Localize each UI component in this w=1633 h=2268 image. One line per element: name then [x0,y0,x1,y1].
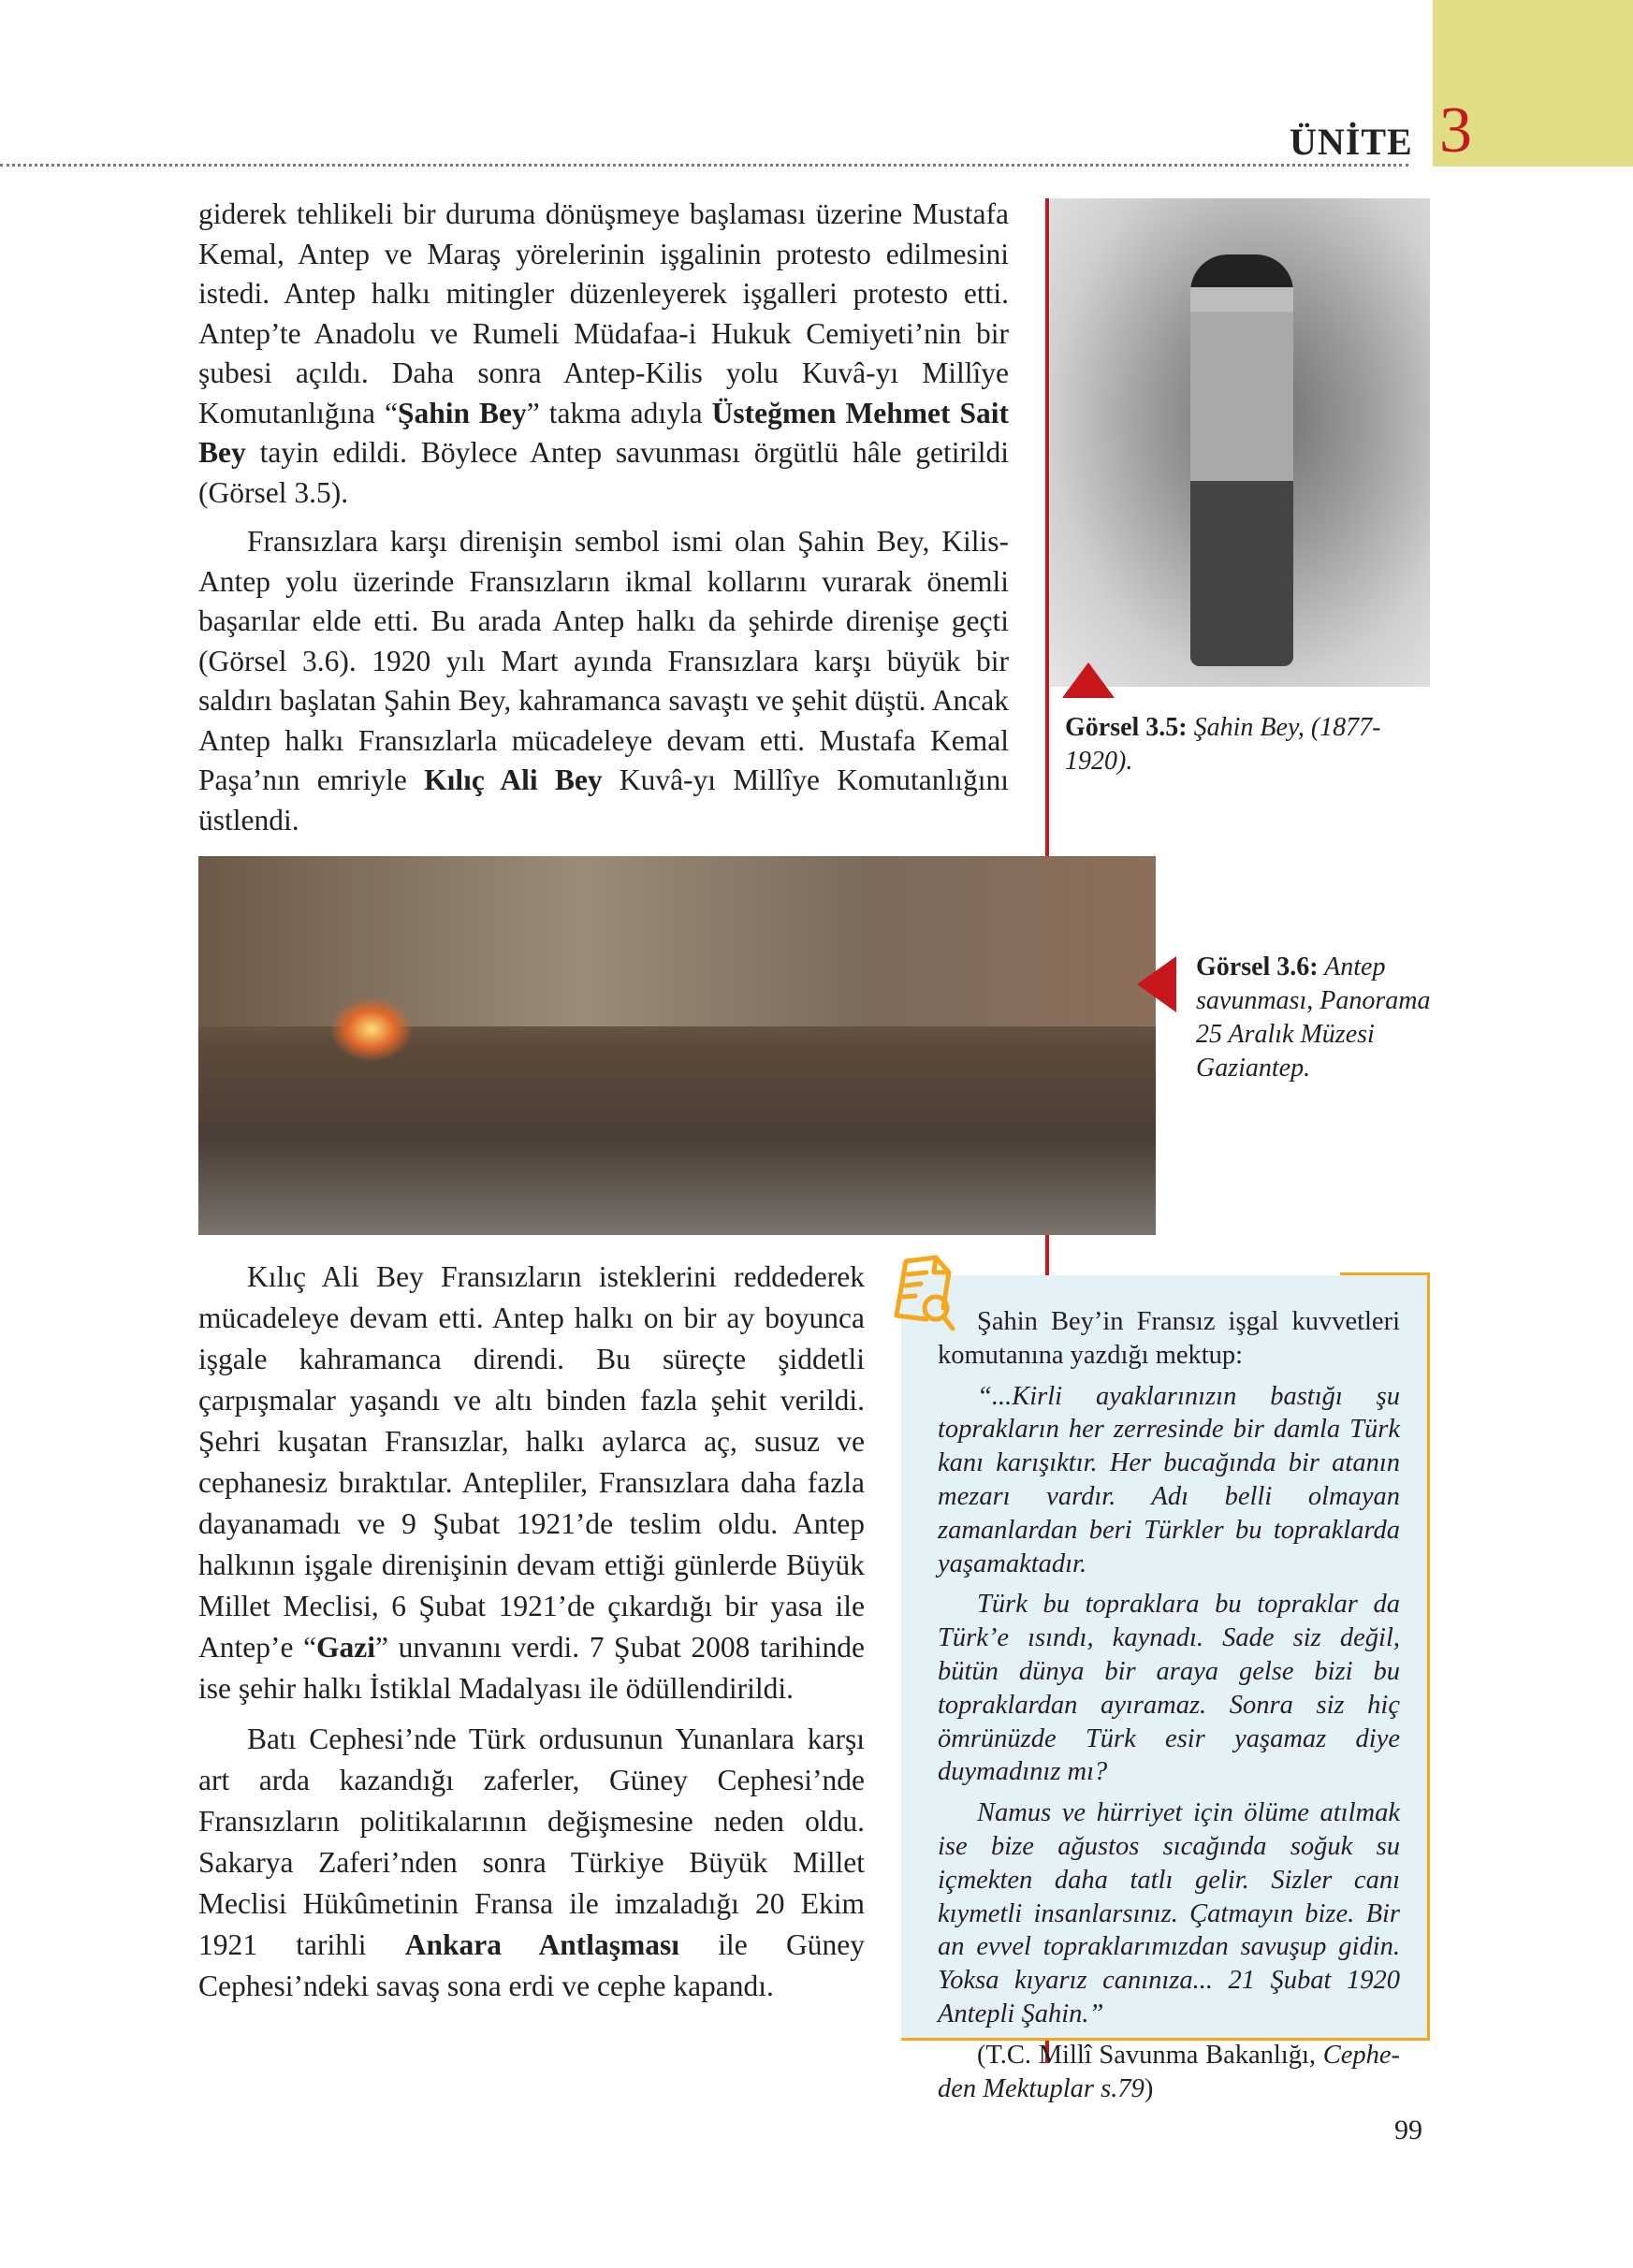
text: Batı Cephesi’nde Türk ordusunun Yunanlara karşı art arda kazandığı zaferler, Güney Cephesi’nde Fransızların politikalarının değişmesine neden oldu. Sakarya Zaferi’nden sonra Türkiye Büyük Millet Meclisi Hükûmetinin Fransa ile imzaladığı 20 Ekim 1921 tarihli [198,1723,865,1961]
paragraph [198,195,1009,513]
paragraph [198,1719,865,2007]
letter-quote-paragraph: Türk bu topraklara bu topraklar da Türk’e ısındı, kaynadı. Sade siz değil, bütün dünya bir araya gelse bizi bu topraklardan ayıramaz. Sonra siz hiç ömrünüzde Türk esir yaşamaz diye duymadınız mı? [938,1590,1400,1787]
letter-intro: Şahin Bey’in Fransız işgal kuvvetleri komutanına yazdığı mektup: [938,1307,1400,1370]
caption-label: Görsel 3.5: [1065,713,1188,742]
text: Kılıç Ali Bey Fransızların isteklerini reddederek mücadeleye devam etti. Antep halkı on bir ay boyunca işgale kahramanca direndi. Bu süreçte şiddetli çarpışmalar yaşandı ve altı binden fazla şehit verildi. Şehri kuşatan Fransızlar, halkı aylarca aç, susuz ve cephanesiz bıraktılar. Antepliler, Fransızlara daha fazla dayanamadı ve 9 Şubat 1921’de teslim oldu. Antep halkının işgale direnişinin devam ettiği günlerde Büyük Millet Meclisi, 6 Şubat 1921’de çıkardığı bir yasa ile Antep’e “ [198,1260,865,1664]
text: tayin edildi. Böylece Antep savunması örgütlü hâle getirildi (Görsel 3.5). [198,436,1009,509]
soldier-figure [1190,254,1293,666]
sahin-bey-photo [1050,198,1430,687]
text: giderek tehlikeli bir duruma dönüşmeye başlaması üzerine Mustafa Kemal, Antep ve Maraş yörelerinin işgalinin protesto edilmesini istedi. Antep halkı mitingler düzenleyerek işgalleri protesto etti. Antep’te Anadolu ve Rumeli Müdafaa-i Hukuk Cemiyeti’nin bir şubesi açıldı. Daha sonra Antep-Kilis yolu Kuvâ-yı Millîye Komutanlığına “ [198,197,1009,429]
unit-label: ÜNİTE [1290,121,1413,163]
source-text: ) [1144,2073,1154,2103]
letter-quote-paragraph: Namus ve hürriyet için ölüme atılmak ise bize ağustos sıcağında soğuk su içmekten daha tatlı gelir. Sizler canı kıymetli insanlarsınız. Çatmayın bize. Bir an evvel topraklarımızdan savuşup gidin. Yoksa kıyarız canınıza... 21 Şubat 1920 Antepli Şahin.” [938,1798,1400,2028]
explosion [329,996,414,1062]
text: ” takma adıyla [526,396,712,429]
text: ” unvanını verdi. 7 Şubat 2008 tarihinde ise şehir halkı İstiklal Madalyası ile ödüllendirildi. [198,1631,865,1705]
unit-number: 3 [1439,94,1472,167]
paragraph [198,1257,865,1709]
figure-caption-3-5 [1065,711,1430,778]
text: Kuvâ-yı Millîye Komutanlığını üstlendi. [198,763,1009,836]
letter-box-top-border [1340,1272,1430,1275]
letter-quote-paragraph: “...Kirli ayaklarınızın bastığı şu toprakların her zerresinde bir damla Türk kanı karışıktır. Her bucağında bir atanın mezarı vardır. Adı belli olmayan zamanlardan beri Türkler bu topraklarda yaşamaktadır. [938,1381,1400,1578]
page-number: 99 [1394,2115,1422,2145]
bold-term: Ankara Antlaşması [404,1928,680,1961]
bold-term: Kılıç Ali Bey [424,763,603,796]
figure-caption-3-6 [1196,951,1439,1085]
caption-text: Antep savunması, Panorama 25 Aralık Müzesi Gaziantep. [1196,952,1431,1083]
text-column-bottom [198,1257,865,2016]
caption-pointer-icon [1062,662,1115,698]
antep-defense-panorama-image [198,856,1156,1235]
source-text: (T.C. Millî Savunma Bakanlığı, [977,2040,1323,2070]
source-title: Cepheden Mektuplar s.79 [938,2040,1400,2103]
text: Fransızlara karşı direnişin sembol ismi olan Şahin Bey, Kilis-Antep yolu üzerinde Fransızların ikmal kollarını vurarak önemli başarılar elde etti. Bu arada Antep halkı da şehirde direnişe geçti (Görsel 3.6). 1920 yılı Mart ayında Fransızlara karşı büyük bir saldırı başlatan Şahin Bey, kahramanca savaştı ve şehit düştü. Ancak Antep halkı Fransızlarla mücadeleye devam etti. Mustafa Kemal Paşa’nın emriyle [198,525,1009,796]
bold-term: Şahin Bey [397,396,527,429]
caption-label: Görsel 3.6: [1196,952,1319,981]
caption-pointer-icon [1137,956,1176,1012]
header-dotted-divider [0,164,1408,167]
text: ile Güney Cephesi’ndeki savaş sona erdi ve cephe kapandı. [198,1928,865,2002]
letter-content [938,1305,1400,2113]
letter-source [938,2039,1400,2106]
paragraph [198,522,1009,840]
text-column-top [198,195,1009,850]
caption-text: Şahin Bey, (1877-1920). [1065,713,1381,776]
bold-term: Üsteğmen Mehmet Sait Bey [198,396,1009,469]
bold-term: Gazi [316,1631,376,1664]
